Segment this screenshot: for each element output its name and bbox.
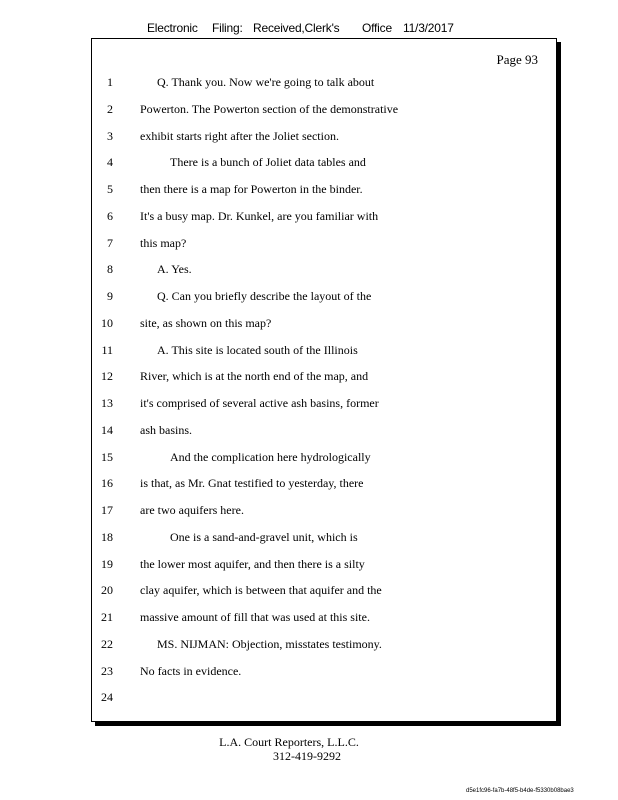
stamp-word-received: Received,Clerk's: [253, 21, 340, 35]
transcript-line: [92, 208, 556, 235]
transcript-line: [92, 101, 556, 128]
footer-phone: 312-419-9292: [273, 749, 341, 763]
transcript-line: [92, 449, 556, 476]
line-number: 3: [107, 128, 113, 143]
line-text: massive amount of fill that was used at this site.: [140, 610, 370, 624]
line-text: There is a bunch of Joliet data tables and: [170, 155, 366, 170]
line-number: 4: [107, 155, 113, 170]
transcript-line: [92, 181, 556, 208]
line-text: MS. NIJMAN: Objection, misstates testimony.: [157, 636, 382, 651]
line-text: River, which is at the north end of the map, and: [140, 369, 369, 384]
transcript-line: [92, 636, 556, 663]
line-number: 13: [101, 396, 113, 410]
line-text: it's comprised of several active ash basins, former: [140, 396, 379, 410]
line-text: Q. Thank you. Now we're going to talk about: [157, 75, 375, 89]
transcript-line: [92, 556, 556, 583]
line-number: 20: [101, 583, 113, 598]
line-number: 21: [101, 610, 113, 624]
transcript-line: [92, 261, 556, 288]
transcript-line: [92, 235, 556, 262]
line-number: 23: [101, 663, 113, 678]
line-number: 16: [101, 476, 113, 491]
line-text: is that, as Mr. Gnat testified to yesterday, there: [140, 476, 364, 491]
line-text: this map?: [140, 235, 187, 250]
line-number: 7: [107, 235, 113, 250]
stamp-date: 11/3/2017: [403, 21, 454, 35]
transcript-line: [92, 128, 556, 155]
line-number: 14: [101, 422, 113, 437]
transcript-line: [92, 288, 556, 315]
line-number: 15: [101, 449, 113, 464]
line-text: ash basins.: [140, 422, 192, 437]
stamp-word-filing: Filing:: [212, 21, 243, 35]
line-text: No facts in evidence.: [140, 663, 242, 678]
transcript-line: [92, 342, 556, 369]
line-number: 24: [101, 690, 113, 705]
transcript-line: [92, 368, 556, 395]
line-text: One is a sand-and-gravel unit, which is: [170, 529, 358, 544]
transcript-line: [92, 74, 556, 101]
page-number: Page 93: [496, 52, 538, 67]
line-number: 17: [101, 503, 113, 517]
line-text: exhibit starts right after the Joliet section.: [140, 128, 339, 143]
transcript-page: [91, 38, 557, 722]
transcript-line: [92, 422, 556, 449]
line-number: 5: [107, 182, 113, 196]
line-text: clay aquifer, which is between that aquifer and the: [140, 583, 382, 598]
transcript-line: [92, 395, 556, 422]
line-number: 8: [107, 262, 113, 277]
transcript-line: [92, 689, 556, 716]
transcript-line: [92, 663, 556, 690]
line-number: 12: [101, 369, 113, 384]
stamp-word-electronic: Electronic: [147, 21, 198, 35]
line-number: 22: [101, 636, 113, 651]
line-number: 11: [101, 342, 113, 357]
transcript-line: [92, 154, 556, 181]
line-text: the lower most aquifer, and then there is a silty: [140, 556, 365, 571]
line-number: 19: [101, 556, 113, 571]
line-text: site, as shown on this map?: [140, 315, 272, 330]
line-text: And the complication here hydrologically: [170, 449, 371, 464]
line-number: 6: [107, 208, 113, 223]
transcript-line: [92, 475, 556, 502]
line-text: then there is a map for Powerton in the binder.: [140, 182, 363, 196]
transcript-line: [92, 582, 556, 609]
line-text: are two aquifers here.: [140, 503, 244, 517]
transcript-line: [92, 529, 556, 556]
line-text: Powerton. The Powerton section of the demonstrative: [140, 101, 399, 116]
line-number: 10: [101, 315, 113, 330]
line-number: 18: [101, 529, 113, 544]
transcript-line: [92, 502, 556, 529]
line-text: Q. Can you briefly describe the layout of the: [157, 289, 372, 303]
document-id: d5e1fc96-fa7b-48f5-b4de-f5330b08bae3: [466, 788, 574, 794]
line-number: 2: [107, 101, 113, 116]
footer-company: L.A. Court Reporters, L.L.C.: [219, 735, 359, 749]
line-number: 9: [107, 289, 113, 303]
line-text: It's a busy map. Dr. Kunkel, are you familiar with: [140, 208, 379, 223]
line-text: A. This site is located south of the Illinois: [157, 342, 358, 357]
transcript-line: [92, 609, 556, 636]
line-number: 1: [107, 75, 113, 89]
line-text: A. Yes.: [157, 262, 192, 277]
stamp-word-office: Office: [362, 21, 392, 35]
transcript-line: [92, 315, 556, 342]
